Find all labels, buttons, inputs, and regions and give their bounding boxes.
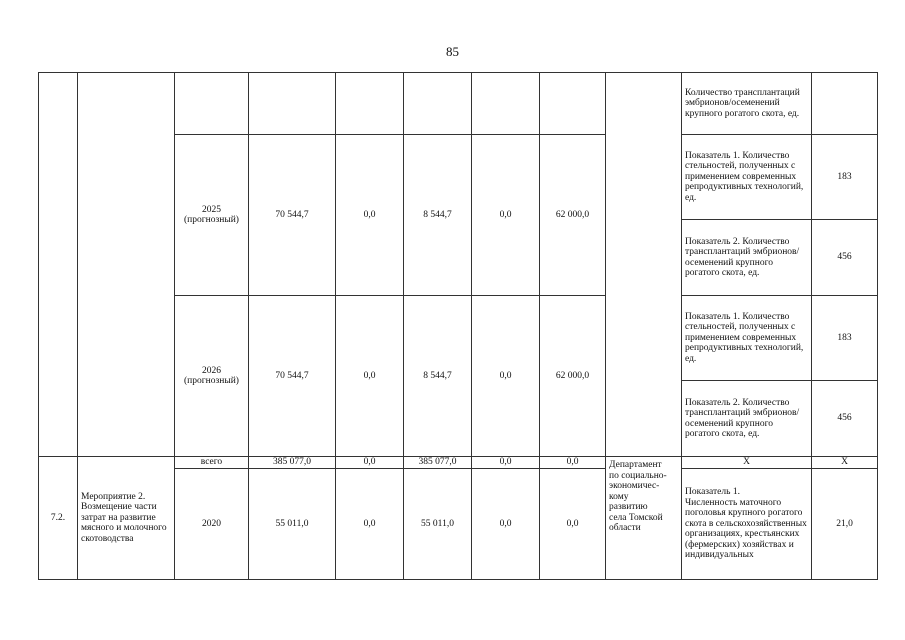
amount-cell: 70 544,7 [249, 135, 336, 296]
amount-cell [249, 73, 336, 135]
amount-cell: 8 544,7 [404, 296, 472, 457]
amount-cell: 62 000,0 [540, 135, 606, 296]
amount-cell: 385 077,0 [249, 457, 336, 469]
year-cell: всего [175, 457, 249, 469]
indicator-value-cell: 456 [812, 220, 878, 296]
amount-cell [540, 73, 606, 135]
indicator-value-cell [812, 73, 878, 135]
amount-cell [336, 73, 404, 135]
amount-cell: 70 544,7 [249, 296, 336, 457]
indicator-cell: Х [682, 457, 812, 469]
indicator-value-cell: 183 [812, 135, 878, 220]
indicator-cell: Показатель 1. Количество стельностей, полученных с применением современных репродуктивных технологий, ед. [682, 135, 812, 220]
amount-cell: 55 011,0 [249, 469, 336, 580]
amount-cell: 8 544,7 [404, 135, 472, 296]
indicator-value-cell: Х [812, 457, 878, 469]
table-row [39, 457, 878, 469]
amount-cell: 0,0 [336, 469, 404, 580]
amount-cell: 0,0 [472, 457, 540, 469]
year-cell: 2026 (прогнозный) [175, 296, 249, 457]
year-cell: 2025 (прогнозный) [175, 135, 249, 296]
year-cell: 2020 [175, 469, 249, 580]
indicator-cell: Показатель 2. Количество трансплантаций эмбрионов/осеменений крупного рогатого скота, ед. [682, 381, 812, 457]
executor-cell [606, 73, 682, 457]
executor-cell: Департамент по социально-экономичес-кому развитию села Томской области [606, 457, 682, 580]
amount-cell [472, 73, 540, 135]
year-cell [175, 73, 249, 135]
indicator-cell: Показатель 2. Количество трансплантаций эмбрионов/осеменений крупного рогатого скота, ед. [682, 220, 812, 296]
indicator-value-cell: 21,0 [812, 469, 878, 580]
amount-cell [404, 73, 472, 135]
indicator-cell: Показатель 1. Численность маточного поголовья крупного рогатого скота в сельскохозяйственных организациях, крестьянских (фермерских) хозяйствах и индивидуальных [682, 469, 812, 580]
indicator-value-cell: 456 [812, 381, 878, 457]
table-row [39, 73, 878, 135]
program-table [38, 72, 878, 580]
amount-cell: 0,0 [472, 469, 540, 580]
amount-cell: 0,0 [540, 469, 606, 580]
amount-cell: 0,0 [472, 296, 540, 457]
amount-cell: 0,0 [472, 135, 540, 296]
amount-cell: 0,0 [540, 457, 606, 469]
measure-name: Мероприятие 2. Возмещение части затрат на развитие мясного и молочного скотоводства [78, 457, 175, 580]
indicator-cell: Показатель 1. Количество стельностей, полученных с применением современных репродуктивных технологий, ед. [682, 296, 812, 381]
measure-number: 7.2. [39, 457, 78, 580]
amount-cell: 55 011,0 [404, 469, 472, 580]
amount-cell: 385 077,0 [404, 457, 472, 469]
indicator-value-cell: 183 [812, 296, 878, 381]
indicator-cell: Количество трансплантаций эмбрионов/осеменений крупного рогатого скота, ед. [682, 73, 812, 135]
number-cell [39, 73, 78, 457]
page-number: 85 [446, 44, 459, 59]
amount-cell: 0,0 [336, 296, 404, 457]
amount-cell: 62 000,0 [540, 296, 606, 457]
name-cell [78, 73, 175, 457]
amount-cell: 0,0 [336, 135, 404, 296]
amount-cell: 0,0 [336, 457, 404, 469]
